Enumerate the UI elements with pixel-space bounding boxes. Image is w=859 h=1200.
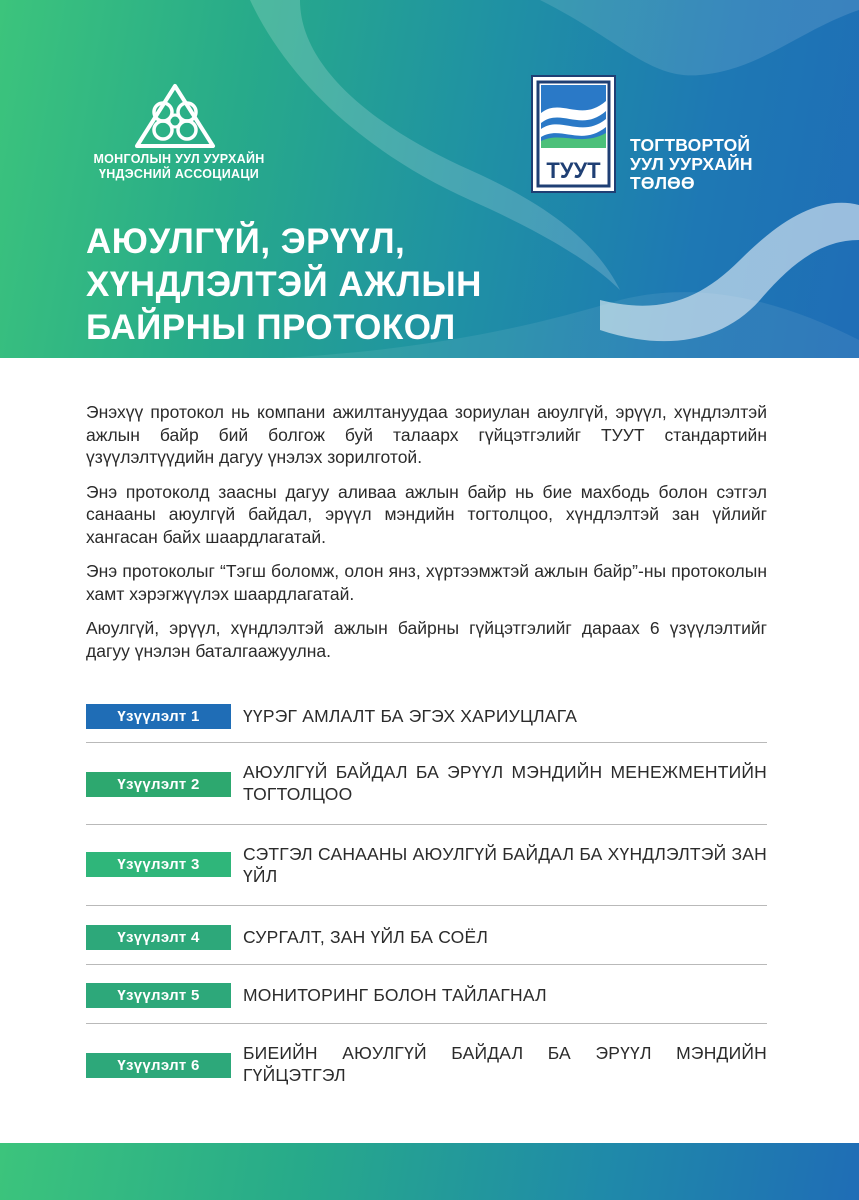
criteria-badge-4: Үзүүлэлт 4	[86, 925, 231, 950]
criteria-text-5: МОНИТОРИНГ БОЛОН ТАЙЛАГНАЛ	[243, 985, 547, 1005]
tuut-slogan-line3: ТӨЛӨӨ	[630, 173, 695, 193]
tuut-slogan	[630, 136, 753, 193]
criteria-badge-5: Үзүүлэлт 5	[86, 983, 231, 1008]
tuut-slogan-line1: ТОГТВОРТОЙ	[630, 135, 751, 155]
intro-text	[86, 401, 767, 674]
association-logo-icon	[125, 82, 225, 150]
title-line1: АЮУЛГҮЙ, ЭРҮҮЛ,	[86, 222, 406, 261]
association-name	[84, 152, 274, 182]
divider	[86, 964, 767, 965]
tuut-slogan-line2: УУЛ УУРХАЙН	[630, 154, 753, 174]
divider	[86, 905, 767, 906]
intro-paragraph-4: Аюулгүй, эрүүл, хүндлэлтэй ажлын байрны гүйцэтгэлийг дараах 6 үзүүлэлтийг дагуу үнэлэн баталгаажуулна.	[86, 618, 767, 661]
tuut-logo-text: ТУУТ	[546, 158, 601, 183]
intro-paragraph-3: Энэ протоколыг “Тэгш боломж, олон янз, хүртээмжтэй ажлын байр”-ны протоколын хамт хэрэгжүүлэх шаардлагатай.	[86, 561, 767, 604]
criteria-text-3: СЭТГЭЛ САНААНЫ АЮУЛГҮЙ БАЙДАЛ БА ХҮНДЛЭЛТЭЙ ЗАН ҮЙЛ	[243, 844, 767, 886]
footer-banner	[0, 1143, 859, 1200]
association-name-line1: МОНГОЛЫН УУЛ УУРХАЙН	[93, 152, 265, 166]
title-line2: ХҮНДЛЭЛТЭЙ АЖЛЫН	[86, 265, 482, 304]
header-banner	[0, 0, 859, 358]
intro-paragraph-1: Энэхүү протокол нь компани ажилтануудаа зориулан аюулгүй, эрүүл, хүндлэлтэй ажлын байр бий болгож буй талаарх гүйцэтгэлийг ТУУТ стандартийн үзүүлэлтүүдийн дагуу үнэлэх зорилготой.	[86, 402, 767, 467]
association-name-line2: ҮНДЭСНИЙ АССОЦИАЦИ	[98, 167, 260, 181]
title-line3: БАЙРНЫ ПРОТОКОЛ	[86, 308, 456, 347]
divider	[86, 742, 767, 743]
criteria-text-1: ҮҮРЭГ АМЛАЛТ БА ЭГЭХ ХАРИУЦЛАГА	[243, 706, 578, 726]
criteria-badge-3: Үзүүлэлт 3	[86, 852, 231, 877]
divider	[86, 1023, 767, 1024]
divider	[86, 824, 767, 825]
criteria-badge-1: Үзүүлэлт 1	[86, 704, 231, 729]
criteria-badge-6: Үзүүлэлт 6	[86, 1053, 231, 1078]
criteria-text-2: АЮУЛГҮЙ БАЙДАЛ БА ЭРҮҮЛ МЭНДИЙН МЕНЕЖМЕНТИЙН ТОГТОЛЦОО	[243, 762, 767, 804]
tuut-logo-icon	[531, 75, 616, 193]
criteria-text-4: СУРГАЛТ, ЗАН ҮЙЛ БА СОЁЛ	[243, 927, 489, 947]
page-title	[86, 220, 482, 349]
criteria-text-6: БИЕИЙН АЮУЛГҮЙ БАЙДАЛ БА ЭРҮҮЛ МЭНДИЙН ГҮЙЦЭТГЭЛ	[243, 1043, 767, 1085]
criteria-badge-2: Үзүүлэлт 2	[86, 772, 231, 797]
intro-paragraph-2: Энэ протоколд заасны дагуу аливаа ажлын байр нь бие махбодь болон сэтгэл санааны аюулгүй байдал, эрүүл мэндийн тогтолцоо, хүндлэлтэй зан үйлийг хангасан байх шаардлагатай.	[86, 481, 767, 547]
